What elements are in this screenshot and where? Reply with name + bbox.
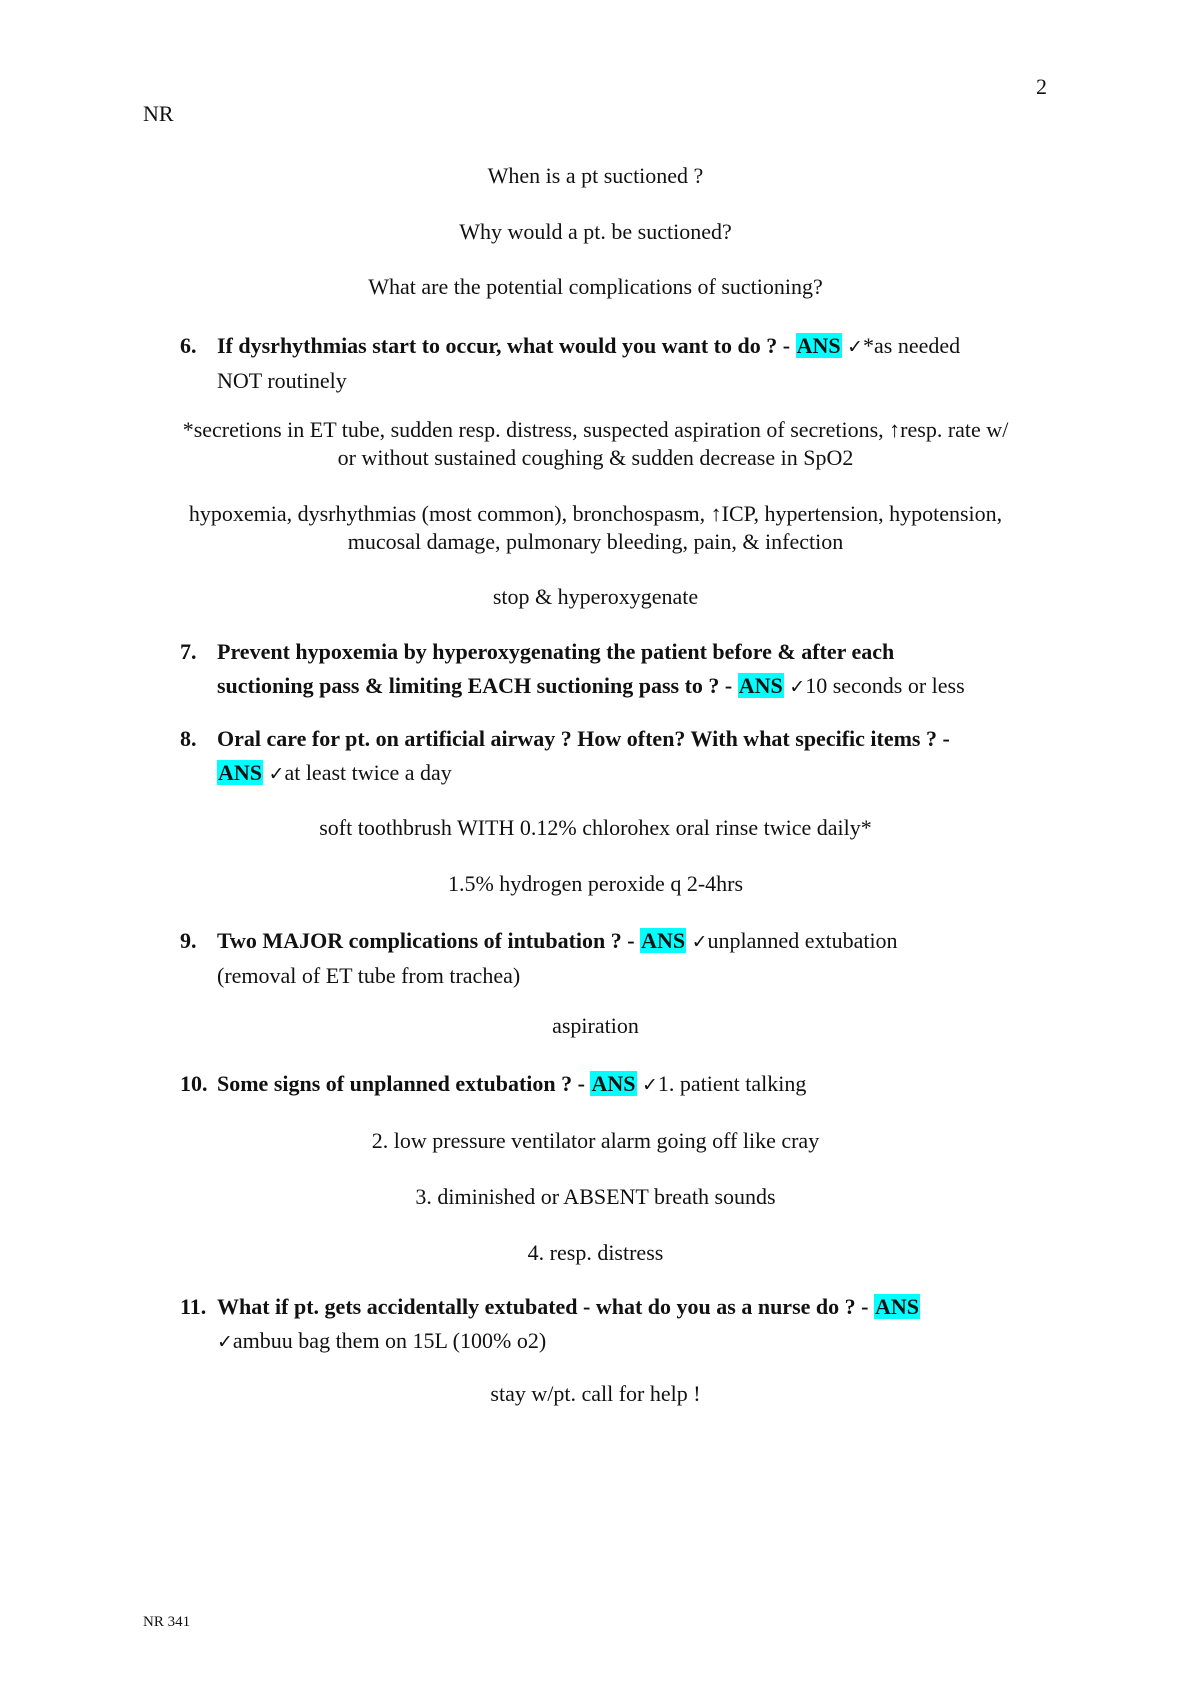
question-number: 10. [180, 1071, 208, 1096]
header-label: NR [143, 101, 174, 126]
question-11 [180, 1290, 1060, 1359]
question-text: What if pt. gets accidentally extubated - what do you as a nurse do ? - [217, 1294, 869, 1319]
text-line: What are the potential complications of suctioning? [368, 274, 823, 299]
answer-text: unplanned extubation [707, 928, 898, 953]
text-line: soft toothbrush WITH 0.12% chlorohex oral rinse twice daily* [319, 815, 872, 840]
question-number: 11. [180, 1294, 207, 1319]
footer-label: NR 341 [143, 1614, 191, 1630]
text-line: 3. diminished or ABSENT breath sounds [415, 1184, 776, 1209]
text-line: 2. low pressure ventilator alarm going off like cray [371, 1128, 820, 1153]
question-text: suctioning pass & limiting EACH suctioning pass to ? - [217, 673, 733, 698]
question-text: Prevent hypoxemia by hyperoxygenating the patient before & after each [217, 639, 895, 664]
question-number: 8. [180, 726, 197, 751]
answer-text: ambuu bag them on 15L (100% o2) [232, 1328, 547, 1353]
question-number: 9. [180, 928, 197, 953]
text-line: hypoxemia, dysrhythmias (most common), bronchospasm, ↑ICP, hypertension, hypotension, [188, 501, 1003, 526]
answer-text: *as needed [863, 333, 961, 358]
question-6 [180, 329, 1060, 398]
text-line: stay w/pt. call for help ! [490, 1381, 701, 1406]
answer-text: 1. patient talking [657, 1071, 807, 1096]
ans-highlight: ANS [591, 1071, 636, 1096]
question-text: Oral care for pt. on artificial airway ? How often? With what specific items ? - [217, 726, 950, 751]
ans-highlight: ANS [796, 333, 841, 358]
text-line: aspiration [552, 1013, 639, 1038]
question-8 [180, 722, 1060, 791]
text-line: 4. resp. distress [527, 1240, 664, 1265]
check-icon: ✓ [691, 931, 708, 953]
question-number: 7. [180, 639, 197, 664]
question-9 [180, 924, 1060, 993]
page-number: 2 [1036, 74, 1047, 99]
ans-highlight: ANS [641, 928, 686, 953]
text-line: mucosal damage, pulmonary bleeding, pain, & infection [347, 529, 844, 554]
check-icon: ✓ [847, 336, 863, 358]
text-line: stop & hyperoxygenate [492, 584, 699, 609]
answer-continuation: NOT routinely [217, 368, 347, 393]
check-icon: ✓ [642, 1074, 658, 1096]
check-icon: ✓ [268, 763, 285, 785]
question-10 [180, 1067, 1060, 1102]
ans-highlight: ANS [874, 1294, 919, 1319]
answer-text: at least twice a day [284, 760, 452, 785]
text-line: or without sustained coughing & sudden decrease in SpO2 [337, 445, 854, 470]
question-number: 6. [180, 333, 197, 358]
check-icon: ✓ [217, 1331, 233, 1353]
text-line: When is a pt suctioned ? [487, 163, 704, 188]
question-7 [180, 635, 1060, 704]
text-line: Why would a pt. be suctioned? [459, 219, 732, 244]
answer-text: 10 seconds or less [805, 673, 965, 698]
answer-continuation: (removal of ET tube from trachea) [217, 963, 521, 988]
check-icon: ✓ [789, 676, 806, 698]
text-line: 1.5% hydrogen peroxide q 2-4hrs [447, 871, 744, 896]
question-text: If dysrhythmias start to occur, what would you want to do ? - [217, 333, 791, 358]
ans-highlight: ANS [218, 760, 263, 785]
text-line: *secretions in ET tube, sudden resp. distress, suspected aspiration of secretions, ↑resp. rate w/ [182, 417, 1009, 442]
ans-highlight: ANS [738, 673, 783, 698]
question-text: Two MAJOR complications of intubation ? - [217, 928, 635, 953]
question-text: Some signs of unplanned extubation ? - [217, 1071, 585, 1096]
